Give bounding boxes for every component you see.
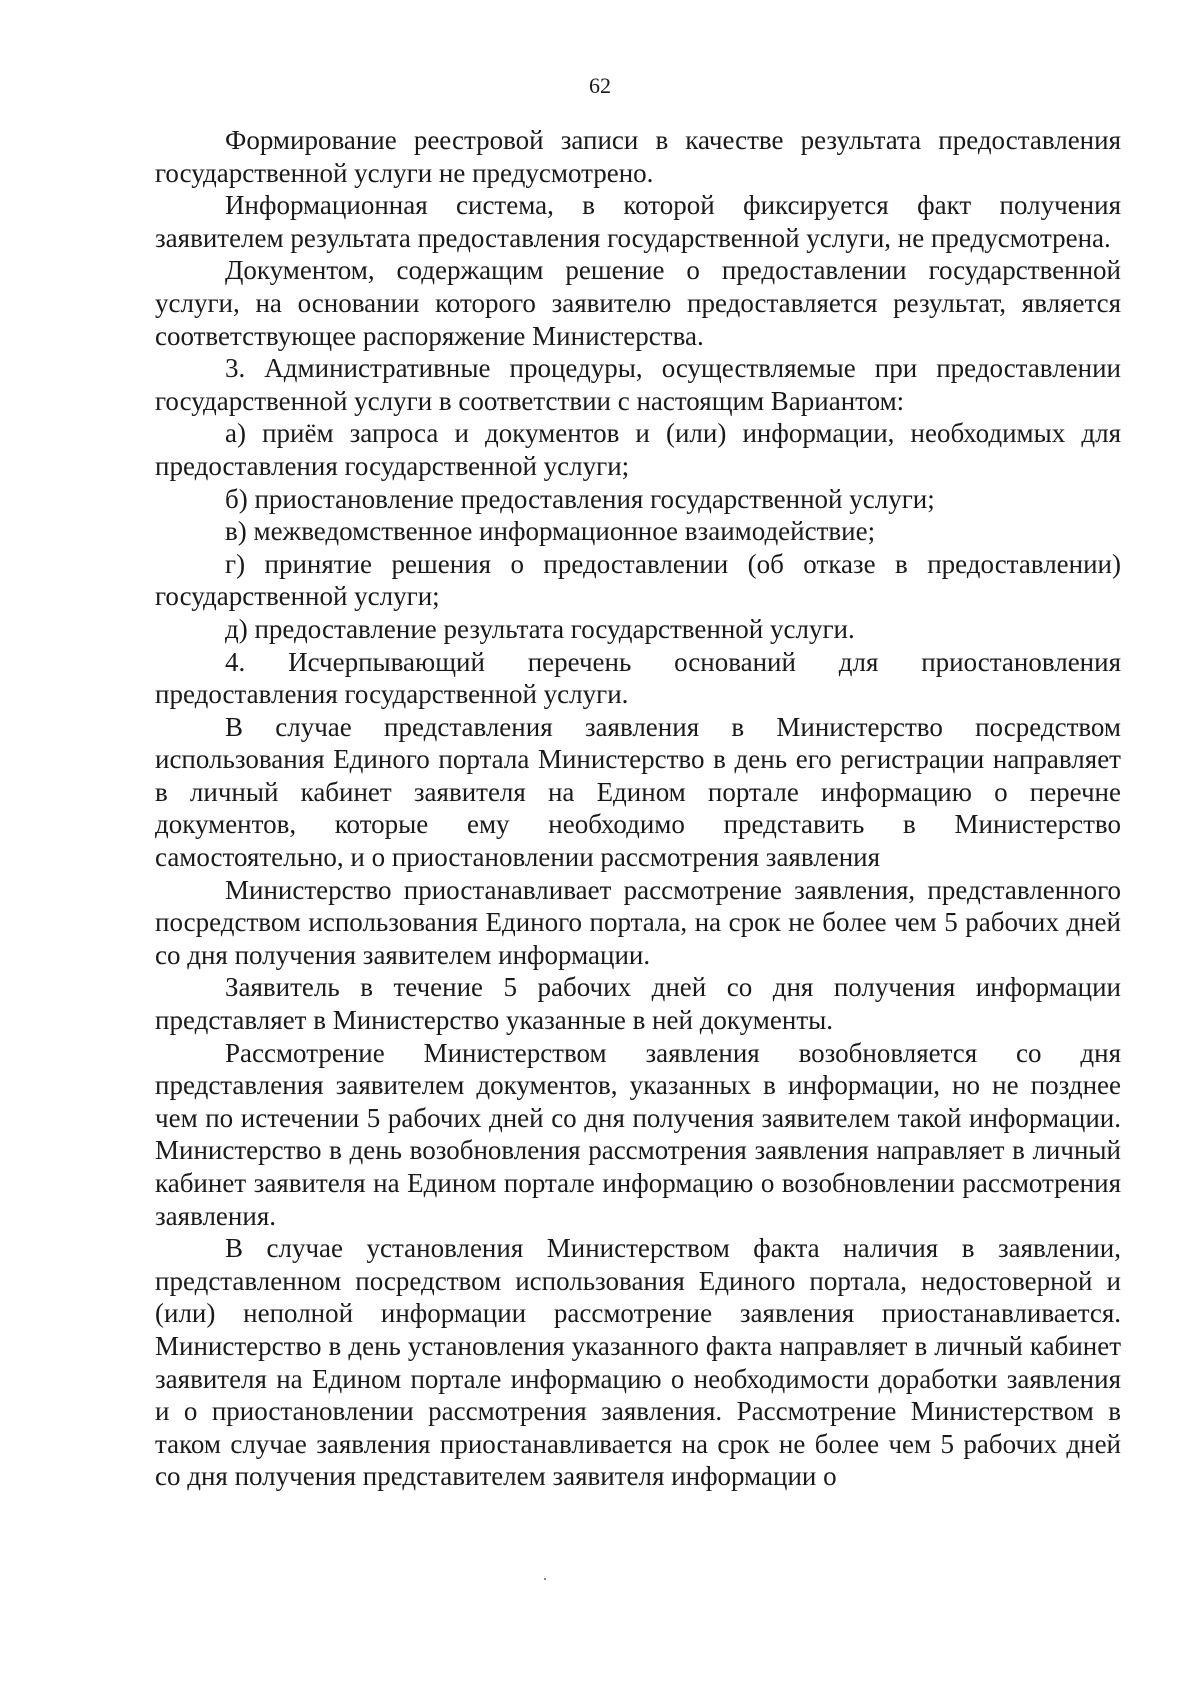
paragraph-registry-record: Формирование реестровой записи в качестве результата предоставления государственной услуги не предусмотрено. bbox=[155, 125, 1121, 188]
list-item-a: а) приём запроса и документов и (или) информации, необходимых для предоставления государственной услуги; bbox=[155, 418, 1121, 481]
paragraph-applicant-documents: Заявитель в течение 5 рабочих дней со дня получения информации представляет в Министерство указанные в ней документы. bbox=[155, 972, 1121, 1036]
page-number: 62 bbox=[589, 73, 611, 98]
list-item-b: б) приостановление предоставления государственной услуги; bbox=[225, 483, 935, 514]
paragraph-information-system: Информационная система, в которой фиксируется факт получения заявителем результата предоставления государственной услуги, не предусмотрена. bbox=[155, 190, 1121, 253]
paragraph-decision-document: Документом, содержащим решение о предоставлении государственной услуги, на основании которого заявителю предоставляется результат, является соответствующее распоряжение Министерства. bbox=[155, 255, 1121, 351]
paragraph-inaccurate-information: В случае установления Министерством факта наличия в заявлении, представленном посредством использования Единого портала, недостоверной и (или) неполной информации рассмотрение заявления приостанавливается. Министерство в день установления указанного факта направляет в личный кабинет заявителя на Едином портале информацию о необходимости доработки заявления и о приостановлении рассмотрения заявления. Рассмотрение Министерством в таком случае заявления приостанавливается на срок не более чем 5 рабочих дней со дня получения представителем заявителя информации о bbox=[155, 1233, 1121, 1492]
paragraph-portal-submission: В случае представления заявления в Министерство посредством использования Единого портала Министерство в день его регистрации направляет в личный кабинет заявителя на Едином портале информацию о перечне документов, которые ему необходимо представить в Министерство самостоятельно, и о приостановлении рассмотрения заявления bbox=[155, 711, 1121, 873]
list-item-v: в) межведомственное информационное взаимодействие; bbox=[225, 516, 876, 547]
paragraph-section-4-heading: 4. Исчерпывающий перечень оснований для приостановления предоставления государственной услуги. bbox=[155, 646, 1121, 710]
paragraph-resumption: Рассмотрение Министерством заявления возобновляется со дня представления заявителем документов, указанных в информации, но не позднее чем по истечении 5 рабочих дней со дня получения заявителем такой информации. Министерство в день возобновления рассмотрения заявления направляет в личный кабинет заявителя на Едином портале информацию о возобновлении рассмотрения заявления. bbox=[155, 1037, 1121, 1231]
list-item-g: г) принятие решения о предоставлении (об отказе в предоставлении) государственной услуги; bbox=[155, 548, 1121, 612]
scan-speck bbox=[544, 1578, 546, 1580]
paragraph-section-3-heading: 3. Административные процедуры, осуществляемые при предоставлении государственной услуги в соответствии с настоящим Вариантом: bbox=[155, 353, 1121, 416]
list-item-d: д) предоставление результата государственной услуги. bbox=[225, 613, 855, 644]
paragraph-suspension-term: Министерство приостанавливает рассмотрение заявления, представленного посредством использования Единого портала, на срок не более чем 5 рабочих дней со дня получения заявителем информации. bbox=[155, 874, 1121, 970]
document-body bbox=[155, 124, 1121, 1493]
